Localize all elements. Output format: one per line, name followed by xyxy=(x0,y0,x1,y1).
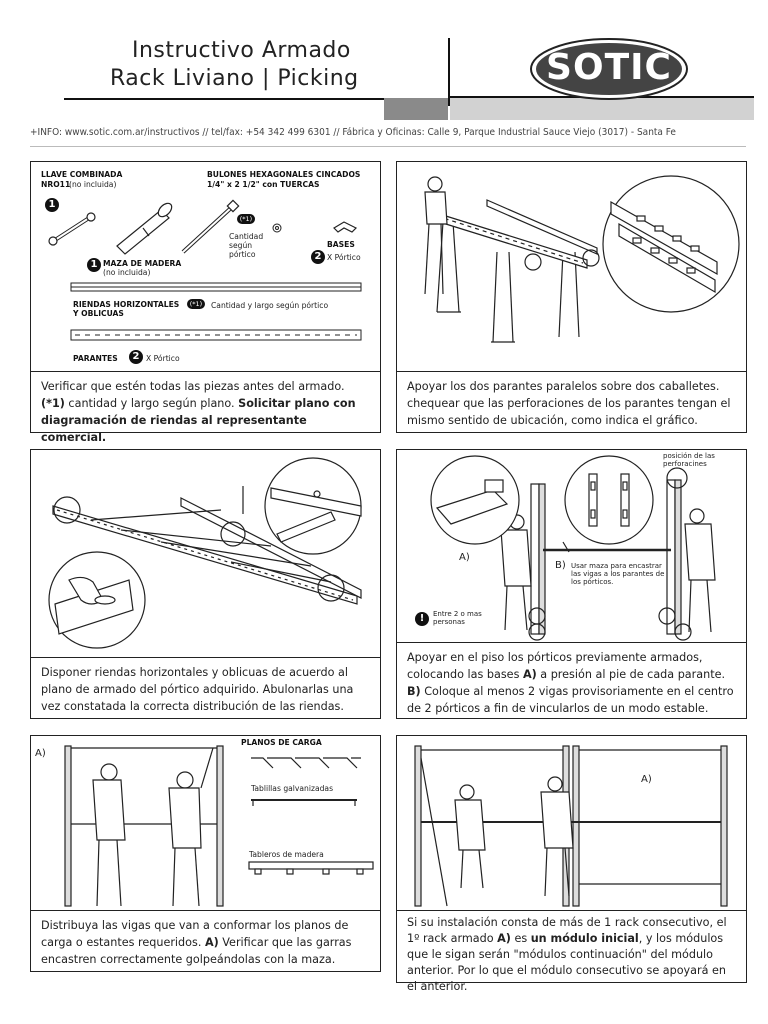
note-tag: (*1) xyxy=(237,214,255,224)
caption-text: , y los módulos que le sigan serán "módulos continuación" del módulo anterior. Por lo que el módulo consecutivo se apoyará en el anterior. xyxy=(407,932,727,993)
caption-text: cantidad y largo según plano. xyxy=(64,397,239,410)
panel-step-2 xyxy=(396,161,747,372)
mallet-label: MAZA DE MADERA xyxy=(103,259,182,268)
caption-emphasis: Solicitar plano con diagramación de riendas al representante comercial. xyxy=(41,397,356,444)
uprights-qty: X Pórtico xyxy=(146,354,180,363)
logo-text: SOTIC xyxy=(546,47,672,88)
brace-icon xyxy=(71,283,361,291)
warning-icon: ! xyxy=(415,612,429,626)
bases-label: BASES xyxy=(327,240,355,249)
header-band-dark xyxy=(384,98,448,120)
label-a: A) xyxy=(641,774,652,785)
qty-badge-1: 1 xyxy=(87,258,101,272)
mallet-note: Usar maza para encastrar las vigas a los parantes de los pórticos. xyxy=(571,562,665,586)
caption-step-5 xyxy=(30,910,381,972)
header-band-light xyxy=(450,98,754,120)
step-5-illustration xyxy=(31,736,381,911)
caption-step-2 xyxy=(396,371,747,433)
parts-drawings xyxy=(31,162,381,372)
caption-text: Apoyar en el piso los pórticos previamente armados, colocando las bases xyxy=(407,651,703,681)
qty-note: Cantidad según pórtico xyxy=(229,232,264,259)
wrench-icon xyxy=(49,213,95,245)
braces-label: RIENDAS HORIZONTALES Y OBLICUAS xyxy=(73,300,180,318)
panel-step-5 xyxy=(30,735,381,911)
sotic-logo xyxy=(530,38,688,100)
qty-badge-2: 2 xyxy=(129,350,143,364)
caption-text: Si su instalación consta de más de 1 rack consecutivo, el 1º rack armado xyxy=(407,916,727,945)
label-a: A) xyxy=(35,748,46,759)
contact-info: +INFO: www.sotic.com.ar/instructivos // tel/fax: +54 342 499 6301 // Fábrica y Oficinas: Calle 9, Parque Industrial Sauce Viejo (3017) - Santa Fe xyxy=(30,127,676,138)
caption-text: Apoyar los dos parantes paralelos sobre dos caballetes. chequear que las perforaciones de los parantes tengan el mismo sentido de ubicación, como indica el gráfico. xyxy=(407,380,731,427)
bases-qty: X Pórtico xyxy=(327,253,361,262)
caption-label-a: A) xyxy=(204,936,219,949)
doc-subtitle: Rack Liviano | Picking xyxy=(110,66,359,91)
caption-text: Coloque al menos 2 vigas provisoriamente en el centro de 2 pórticos a fin de vincularlos de un modo estable. xyxy=(407,685,734,715)
note-tag: (*1) xyxy=(41,397,65,410)
step-6-illustration xyxy=(397,736,747,911)
mallet-icon xyxy=(117,201,174,254)
note-tag: (*1) xyxy=(187,299,205,309)
caption-text: es xyxy=(510,932,531,945)
caption-text: Disponer riendas horizontales y oblicuas de acuerdo al plano de armado del pórtico adquirido. Abulonarlas una vez constatada la correcta distribución de las riendas. xyxy=(41,666,354,713)
panel-step-3 xyxy=(30,449,381,658)
panel-parts xyxy=(30,161,381,372)
uprights-label: PARANTES xyxy=(73,354,118,363)
caption-label-b: B) xyxy=(407,685,421,698)
caption-step-4 xyxy=(396,642,747,719)
caption-label-a: A) xyxy=(522,668,537,681)
braces-note: Cantidad y largo según pórtico xyxy=(211,301,329,310)
boards-label: Tableros de madera xyxy=(249,850,324,859)
label-a: A) xyxy=(459,552,470,563)
panel-step-6 xyxy=(396,735,747,911)
bolts-title: BULONES HEXAGONALES CINCADOS xyxy=(207,170,361,179)
caption-text: Distribuya las vigas que van a conformar los planos de carga o estantes requeridos. xyxy=(41,919,349,949)
caption-step-6 xyxy=(396,910,747,993)
caption-emphasis: un módulo inicial xyxy=(530,932,639,945)
caption-step-3 xyxy=(30,657,381,719)
caption-label-a: A) xyxy=(497,932,511,945)
upright-icon xyxy=(71,330,361,340)
perforation-label: posición de las perforacines xyxy=(663,452,715,468)
bolts-sub: 1/4" x 2 1/2" con TUERCAS xyxy=(207,180,320,189)
caption-text: Verificar que las garras encastren correctamente golpeándolas con la maza. xyxy=(41,936,352,966)
nut-icon xyxy=(273,224,281,232)
load-planes-title: PLANOS DE CARGA xyxy=(241,738,322,747)
qty-badge-2: 2 xyxy=(311,250,325,264)
doc-title: Instructivo Armado xyxy=(132,38,351,63)
label-b: B) xyxy=(555,560,566,571)
step-3-illustration xyxy=(31,450,381,658)
step-2-illustration xyxy=(397,162,747,372)
info-divider xyxy=(30,146,746,147)
base-icon xyxy=(334,222,356,232)
tool-note: (no incluida) xyxy=(69,180,117,189)
slats-label: Tablillas galvanizadas xyxy=(251,784,334,793)
people-note: Entre 2 o mas personas xyxy=(433,610,482,626)
caption-step-1 xyxy=(30,371,381,444)
qty-badge-1: 1 xyxy=(45,198,59,212)
caption-text: a presión al pie de cada parante. xyxy=(536,668,726,681)
tool-title: LLAVE COMBINADA xyxy=(41,170,123,179)
caption-text: Verificar que estén todas las piezas antes del armado. xyxy=(41,380,345,393)
header-rule xyxy=(64,98,384,100)
mallet-note: (no incluida) xyxy=(103,268,151,277)
panel-step-4 xyxy=(396,449,747,643)
tool-code: NRO11 xyxy=(41,180,71,189)
